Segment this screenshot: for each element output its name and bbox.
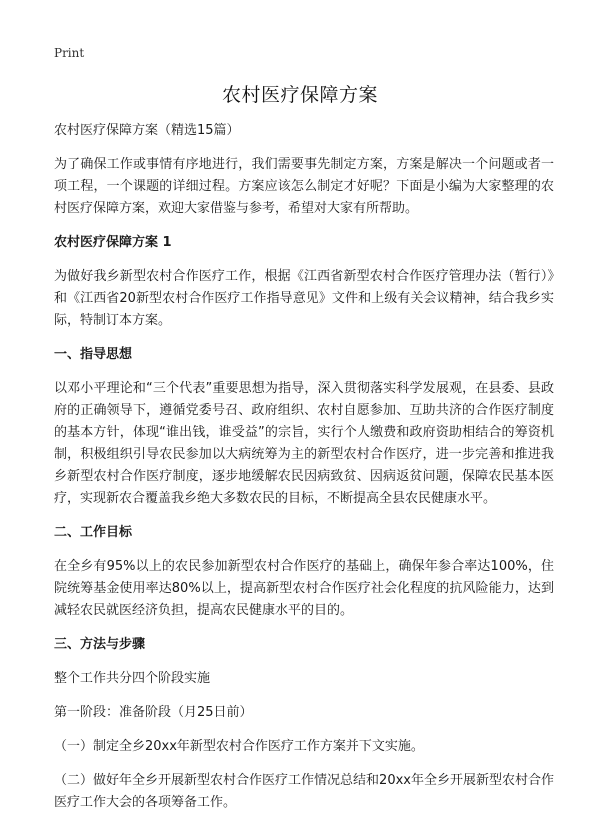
heading-work-goals: 二、工作目标 — [54, 525, 133, 540]
heading-methods-steps: 三、方法与步骤 — [54, 637, 146, 652]
page-title: 农村医疗保障方案 — [221, 84, 378, 106]
paragraph-item-two: （二）做好年全乡开展新型农村合作医疗工作情况总结和20xx年全乡开展新型农村合作医疗工作大会的各项筹备工作。 — [54, 773, 554, 810]
section-title: 农村医疗保障方案 1 — [54, 235, 172, 250]
heading-guiding-ideology: 一、指导思想 — [54, 347, 133, 362]
section-intro-paragraph: 为做好我乡新型农村合作医疗工作，根据《江西省新型农村合作医疗管理办法（暂行）》和《江西省20新型农村合作医疗工作指导意见》文件和上级有关会议精神，结合我乡实际，特制订本方案。 — [54, 269, 554, 328]
paragraph-stage-one: 第一阶段：准备阶段（月25日前） — [54, 705, 253, 720]
paragraph-work-goals: 在全乡有95%以上的农民参加新型农村合作医疗的基础上，确保年参合率达100%，住院统筹基金使用率达80%以上，提高新型农村合作医疗社会化程度的抗风险能力，达到减轻农民就医经济负担，提高农民健康水平的目的。 — [54, 559, 554, 618]
paragraph-guiding-ideology: 以邓小平理论和“三个代表”重要思想为指导，深入贯彻落实科学发展观，在县委、县政府的正确领导下，遵循党委号召、政府组织、农村自愿参加、互助共济的合作医疗制度的基本方针，体现“谁出钱，谁受益”的宗旨，实行个人缴费和政府资助相结合的筹资机制，积极组织引导农民参加以大病统筹为主的新型农村合作医疗，进一步完善和推进我乡新型农村合作医疗制度，逐步地缓解农民因病致贫、因病返贫问题，保障农民基本医疗，实现新农合覆盖我乡绝大多数农民的目标，不断提高全县农民健康水平。 — [54, 381, 554, 506]
paragraph-item-one: （一）制定全乡20xx年新型农村合作医疗工作方案并下文实施。 — [54, 739, 424, 754]
document-body — [54, 120, 554, 826]
subtitle: 农村医疗保障方案（精选15篇） — [54, 123, 240, 138]
intro-paragraph: 为了确保工作或事情有序地进行，我们需要事先制定方案，方案是解决一个问题或者一项工程，一个课题的详细过程。方案应该怎么制定才好呢？下面是小编为大家整理的农村医疗保障方案，欢迎大家借鉴与参考，希望对大家有所帮助。 — [54, 157, 554, 216]
print-link[interactable]: Print — [54, 46, 85, 60]
paragraph-four-stages: 整个工作共分四个阶段实施 — [54, 671, 211, 686]
